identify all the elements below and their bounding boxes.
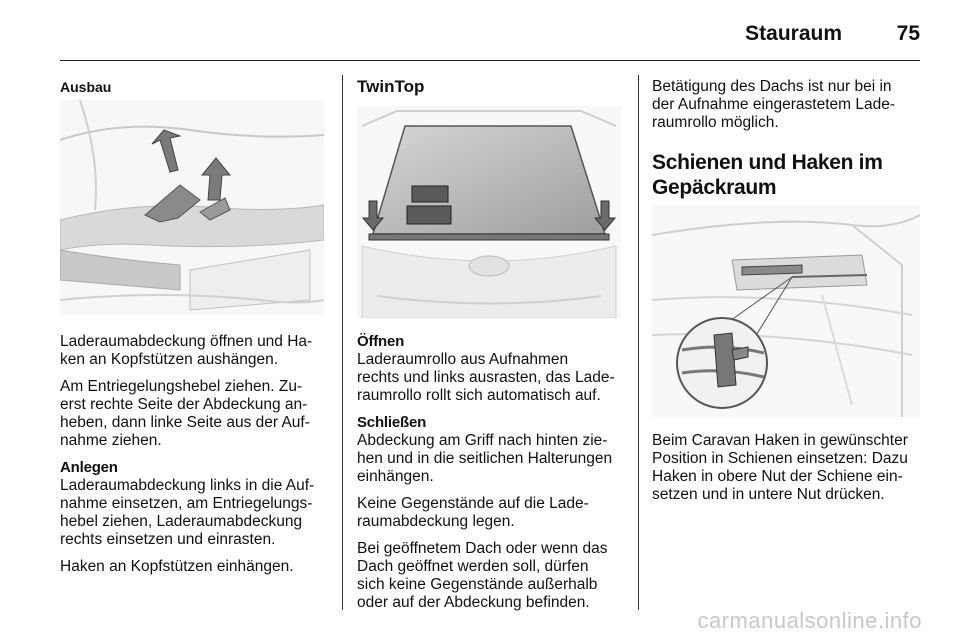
subheading-oeffnen: Öffnen — [357, 333, 405, 350]
paragraph: Bei geöffnetem Dach oder wenn das Dach geöffnet werden soll, dürfen sich keine Gegenstände außerhalb oder auf der Abdeckung befinden. — [357, 540, 608, 611]
page-title: Stauraum — [745, 22, 842, 45]
headrest-illustration — [60, 100, 324, 315]
column-1-text — [60, 333, 330, 585]
page-number: 75 — [896, 22, 920, 45]
subheading-schliessen: Schließen — [357, 414, 427, 431]
column-divider-2 — [638, 75, 639, 610]
section-heading-ausbau: Ausbau — [60, 79, 112, 95]
figure-rails-hooks — [652, 205, 920, 417]
column-3-top-text — [652, 78, 922, 141]
rails-illustration — [652, 205, 920, 417]
figure-twintop-cover — [357, 106, 621, 318]
column-2-text — [357, 333, 629, 621]
paragraph: Keine Gegenstände auf die Lade- raumabdeckung legen. — [357, 495, 589, 530]
paragraph: Abdeckung am Griff nach hinten zie- hen und in die seitlichen Halterungen einhängen. — [357, 432, 613, 485]
column-divider-1 — [342, 75, 343, 610]
header-rule — [60, 60, 920, 61]
paragraph: Betätigung des Dachs ist nur bei in der Aufnahme eingerastetem Lade- raumrollo möglich. — [652, 78, 895, 131]
subheading-anlegen: Anlegen — [60, 459, 118, 476]
paragraph: Beim Caravan Haken in gewünschter Position in Schienen einsetzen: Dazu Haken in obere Nut der Schiene ein- setzen und in untere Nut drücken. — [652, 432, 908, 503]
paragraph: Laderaumabdeckung links in die Auf- nahme einsetzen, am Entriegelungs- hebel ziehen, Laderaumabdeckung rechts einsetzen und einrasten. — [60, 477, 315, 548]
paragraph: Laderaumrollo aus Aufnahmen rechts und links ausrasten, das Lade- raumrollo rollt sich automatisch auf. — [357, 351, 615, 404]
figure-headrest-hooks — [60, 100, 324, 315]
section-heading-schienen: Schienen und Haken im Gepäckraum — [652, 151, 883, 199]
section-heading-twintop: TwinTop — [357, 77, 425, 96]
twintop-illustration — [357, 106, 621, 318]
column-3-bottom-text — [652, 432, 924, 513]
paragraph: Am Entriegelungshebel ziehen. Zu- erst rechte Seite der Abdeckung an- heben, dann linke Seite aus der Auf- nahme ziehen. — [60, 378, 310, 449]
watermark: carmanualsonline.info — [697, 608, 922, 633]
paragraph: Haken an Kopfstützen einhängen. — [60, 558, 294, 575]
paragraph: Laderaumabdeckung öffnen und Ha- ken an Kopfstützen aushängen. — [60, 333, 313, 368]
